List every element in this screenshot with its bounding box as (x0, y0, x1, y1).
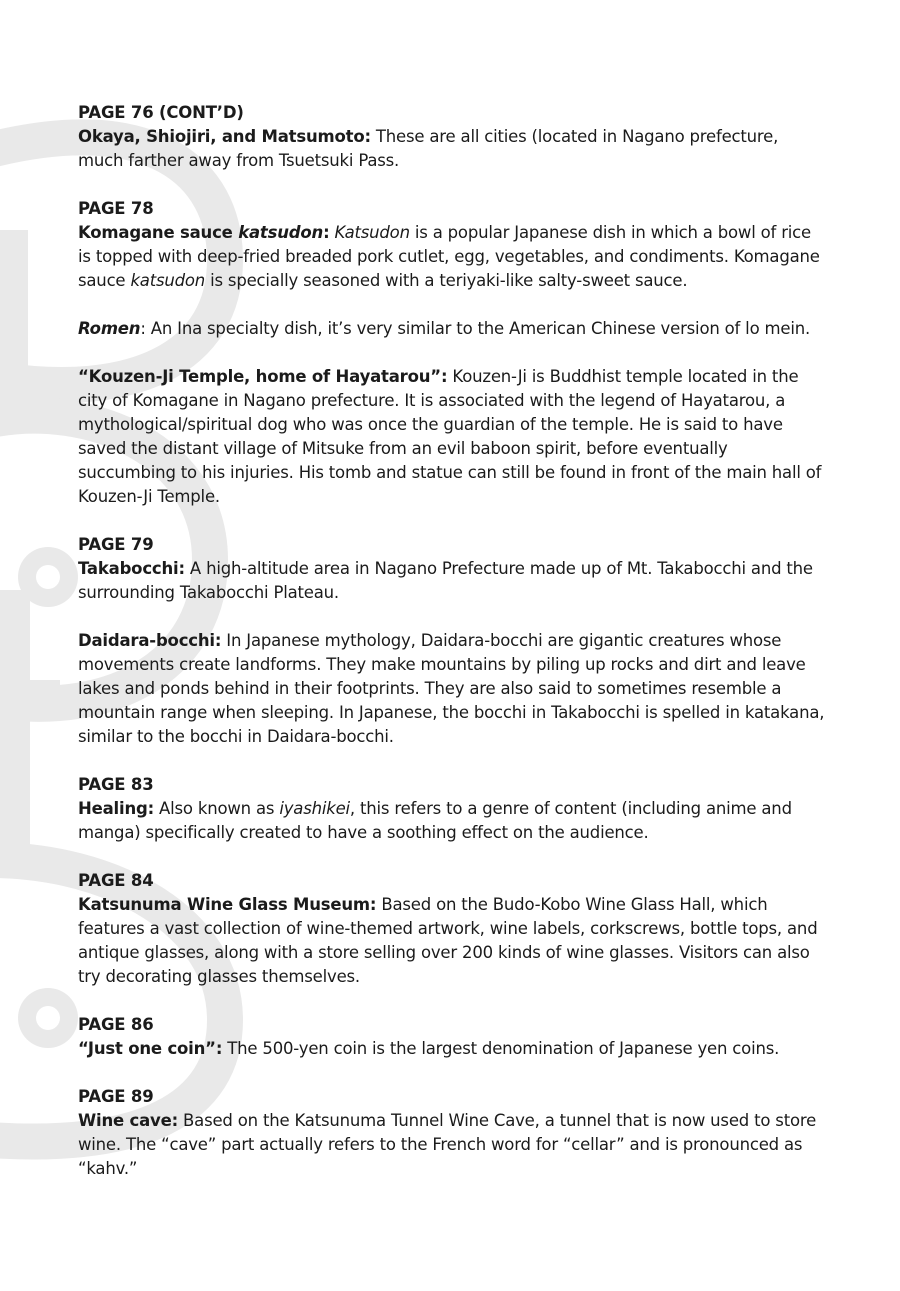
entry-term: Okaya, Shiojiri, and Matsumoto: (78, 127, 371, 146)
entry-text: Based on the Budo-Kobo Wine Glass Hall, which features a vast collection of wine-themed artwork, wine labels, corkscrews, bottle tops, and antique glasses, along with a store selling over 200 kinds of wine glasses. Visitors can also try decorating glasses themselves. (78, 895, 818, 986)
entry-term: Komagane sauce katsudon: (78, 223, 330, 242)
section-heading-page-84: PAGE 84 (78, 871, 154, 890)
entry-text: Kouzen-Ji is Buddhist temple located in the city of Komagane in Nagano prefecture. It is associated with the legend of Hayatarou, a mythological/spiritual dog who was once the guardian of the temple. He is said to have saved the distant village of Mitsuke from an evil baboon spirit, before eventually succumbing to his injuries. His tomb and statue can still be found in front of the main hall of Kouzen-Ji Temple. (78, 367, 822, 506)
section-heading-page-86: PAGE 86 (78, 1015, 154, 1034)
entry-komagane-sauce-katsudon: Komagane sauce katsudon: Katsudon is a popular Japanese dish in which a bowl of rice is topped with deep-fried breaded pork cutlet, egg, vegetables, and condiments. Komagane sauce katsudon is specially seasoned with a teriyaki-like salty-sweet sauce. (78, 223, 820, 290)
entry-text: These are all cities (located in Nagano prefecture, much farther away from Tsuetsuki Pass. (78, 127, 779, 170)
entry-just-one-coin (78, 1037, 828, 1061)
entry-daidara-bocchi (78, 629, 828, 749)
entry-healing: Healing: Also known as iyashikei, this refers to a genre of content (including anime and manga) specifically created to have a soothing effect on the audience. (78, 799, 792, 842)
entry-term: Katsunuma Wine Glass Museum: (78, 895, 377, 914)
entry-katsunuma-wine-glass-museum (78, 893, 828, 989)
section-heading-page-79: PAGE 79 (78, 535, 154, 554)
entry-term: “Just one coin”: (78, 1039, 223, 1058)
entry-term: Takabocchi: (78, 559, 185, 578)
glossary-notes (78, 101, 828, 1181)
entry-romen (78, 317, 828, 341)
entry-kouzen-ji-temple (78, 365, 828, 509)
entry-term: Healing: (78, 799, 155, 818)
entry-text: In Japanese mythology, Daidara-bocchi are gigantic creatures whose movements create landforms. They make mountains by piling up rocks and dirt and leave lakes and ponds behind in their footprints. They are also said to sometimes resemble a mountain range when sleeping. In Japanese, the bocchi in Takabocchi is spelled in katakana, similar to the bocchi in Daidara-bocchi. (78, 631, 825, 746)
section-heading-page-89: PAGE 89 (78, 1087, 154, 1106)
entry-term: Romen (78, 319, 141, 338)
entry-text: Based on the Katsunuma Tunnel Wine Cave, a tunnel that is now used to store wine. The “cave” part actually refers to the French word for “cellar” and is pronounced as “kahv.” (78, 1111, 817, 1178)
entry-term: Daidara-bocchi: (78, 631, 222, 650)
section-heading-page-76: PAGE 76 (CONT’D) (78, 103, 244, 122)
entry-term: Wine cave: (78, 1111, 178, 1130)
entry-text: A high-altitude area in Nagano Prefecture made up of Mt. Takabocchi and the surrounding Takabocchi Plateau. (78, 559, 813, 602)
entry-text: The 500-yen coin is the largest denomination of Japanese yen coins. (222, 1039, 780, 1058)
entry-term: “Kouzen-Ji Temple, home of Hayatarou”: (78, 367, 448, 386)
entry-okaya-shiojiri-matsumoto (78, 125, 828, 173)
entry-text: : An Ina specialty dish, it’s very similar to the American Chinese version of lo mein. (140, 319, 811, 338)
section-heading-page-83: PAGE 83 (78, 775, 154, 794)
entry-wine-cave (78, 1109, 828, 1181)
section-heading-page-78: PAGE 78 (78, 199, 154, 218)
entry-takabocchi (78, 557, 828, 605)
